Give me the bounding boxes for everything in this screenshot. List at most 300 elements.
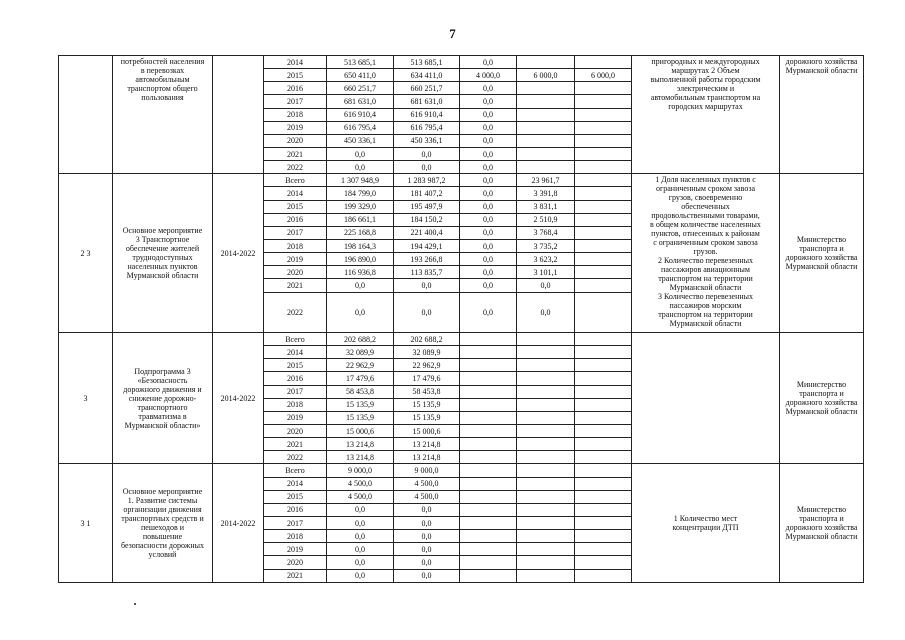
federal-budget-cell: [460, 187, 517, 200]
federal-budget-cell: [460, 516, 517, 529]
federal-budget-cell: [460, 161, 517, 174]
total-cell: [327, 556, 394, 569]
local-budget-cell-text: 3 101,1: [533, 267, 558, 277]
federal-budget-cell: [460, 200, 517, 213]
total-cell: [327, 292, 394, 332]
total-cell: [327, 516, 394, 529]
other-sources-cell: [575, 213, 632, 226]
section-title: [113, 332, 213, 463]
indicators-cell: [632, 56, 780, 174]
regional-budget-cell-text: 58 453,8: [412, 387, 441, 397]
regional-budget-cell: [394, 108, 460, 121]
year-cell: [264, 372, 327, 385]
executor-cell-text: Министерство транспорта и дорожного хозяйства Мурманской области: [785, 235, 858, 272]
local-budget-cell: [517, 147, 575, 160]
federal-budget-cell: [460, 385, 517, 398]
year-cell-text: 2015: [287, 202, 303, 212]
other-sources-cell: [575, 69, 632, 82]
section-code-text: 3 1: [80, 518, 91, 528]
federal-budget-cell-text: 4 000,0: [476, 70, 500, 80]
regional-budget-cell-text: 181 407,2: [410, 188, 443, 198]
total-cell-text: 22 962,9: [346, 360, 374, 370]
other-sources-cell: [575, 174, 632, 187]
year-cell-text: 2018: [287, 241, 303, 251]
regional-budget-cell-text: 15 000,6: [412, 426, 441, 436]
regional-budget-cell: [394, 490, 460, 503]
total-cell-text: 184 799,0: [344, 188, 376, 198]
federal-budget-cell: [460, 69, 517, 82]
local-budget-cell: [517, 451, 575, 464]
local-budget-cell-text: 6 000,0: [533, 70, 558, 80]
federal-budget-cell: [460, 424, 517, 437]
regional-budget-cell-text: 15 135,9: [412, 400, 441, 410]
local-budget-cell-text: 0,0: [540, 307, 551, 317]
regional-budget-cell-text: 194 429,1: [410, 241, 443, 251]
regional-budget-cell: [394, 82, 460, 95]
total-cell: [327, 530, 394, 543]
federal-budget-cell: [460, 292, 517, 332]
federal-budget-cell: [460, 411, 517, 424]
regional-budget-cell-text: 113 835,7: [410, 267, 443, 277]
year-cell-text: 2014: [287, 347, 303, 357]
regional-budget-cell: [394, 147, 460, 160]
year-cell-text: 2022: [287, 307, 303, 317]
section-title: [113, 174, 213, 333]
regional-budget-cell-text: 660 251,7: [410, 83, 443, 93]
federal-budget-cell: [460, 530, 517, 543]
year-cell: [264, 503, 327, 516]
total-cell-text: 1 307 948,9: [341, 175, 379, 185]
total-cell-text: 0,0: [355, 571, 365, 581]
year-cell-text: 2021: [287, 439, 303, 449]
total-cell: [327, 451, 394, 464]
total-cell-text: 196 890,0: [344, 254, 376, 264]
regional-budget-cell: [394, 134, 460, 147]
local-budget-cell: [517, 95, 575, 108]
federal-budget-cell: [460, 332, 517, 345]
total-cell: [327, 503, 394, 516]
indicators-cell: [632, 332, 780, 463]
year-cell: [264, 95, 327, 108]
other-sources-cell: [575, 200, 632, 213]
total-cell-text: 0,0: [355, 280, 365, 290]
regional-budget-cell-text: 681 631,0: [410, 96, 443, 106]
regional-budget-cell-text: 0,0: [421, 307, 432, 317]
year-cell: [264, 161, 327, 174]
year-cell-text: 2019: [287, 413, 303, 423]
regional-budget-cell: [394, 503, 460, 516]
federal-budget-cell-text: 0,0: [483, 254, 493, 264]
section-code: [59, 174, 113, 333]
local-budget-cell: [517, 556, 575, 569]
other-sources-cell: [575, 292, 632, 332]
local-budget-cell: [517, 56, 575, 69]
total-cell-text: 15 000,6: [346, 426, 374, 436]
regional-budget-cell: [394, 226, 460, 239]
other-sources-cell: [575, 346, 632, 359]
total-cell: [327, 359, 394, 372]
executor-cell: [780, 174, 864, 333]
local-budget-cell: [517, 543, 575, 556]
executor-cell-text: Министерство транспорта и дорожного хозяйства Мурманской области: [785, 380, 858, 417]
regional-budget-cell-text: 22 962,9: [412, 360, 441, 370]
regional-budget-cell-text: 195 497,9: [410, 202, 443, 212]
year-cell: [264, 147, 327, 160]
year-cell-text: 2020: [287, 267, 303, 277]
other-sources-cell: [575, 95, 632, 108]
executor-cell: [780, 464, 864, 583]
other-sources-cell: [575, 161, 632, 174]
scan-speck: [134, 603, 136, 605]
local-budget-cell: [517, 398, 575, 411]
local-budget-cell: [517, 332, 575, 345]
year-cell: [264, 411, 327, 424]
year-cell-text: 2014: [287, 57, 303, 67]
regional-budget-cell: [394, 239, 460, 252]
regional-budget-cell: [394, 516, 460, 529]
local-budget-cell-text: 3 768,4: [533, 228, 558, 238]
local-budget-cell: [517, 82, 575, 95]
regional-budget-cell-text: 0,0: [421, 571, 432, 581]
total-cell: [327, 490, 394, 503]
federal-budget-cell: [460, 503, 517, 516]
local-budget-cell: [517, 424, 575, 437]
regional-budget-cell: [394, 174, 460, 187]
federal-budget-cell-text: 0,0: [483, 136, 493, 146]
other-sources-cell: [575, 411, 632, 424]
total-cell-text: 116 936,8: [344, 267, 376, 277]
total-cell-text: 450 336,1: [344, 136, 376, 146]
section-period: [213, 332, 264, 463]
regional-budget-cell: [394, 253, 460, 266]
local-budget-cell: [517, 490, 575, 503]
local-budget-cell: [517, 438, 575, 451]
regional-budget-cell: [394, 359, 460, 372]
local-budget-cell: [517, 359, 575, 372]
local-budget-cell: [517, 346, 575, 359]
local-budget-cell-text: 2 510,9: [533, 215, 558, 225]
total-cell: [327, 398, 394, 411]
local-budget-cell-text: 3 831,1: [533, 202, 558, 212]
total-cell-text: 15 135,9: [346, 413, 374, 423]
year-cell: [264, 464, 327, 477]
local-budget-cell: [517, 266, 575, 279]
total-cell-text: 0,0: [355, 149, 365, 159]
year-cell-text: 2022: [287, 162, 303, 172]
table-row: [59, 332, 864, 345]
local-budget-cell-text: 23 961,7: [531, 175, 560, 185]
regional-budget-cell-text: 0,0: [421, 162, 432, 172]
federal-budget-cell-text: 0,0: [483, 175, 493, 185]
regional-budget-cell-text: 221 400,4: [410, 228, 443, 238]
regional-budget-cell-text: 0,0: [421, 518, 432, 528]
regional-budget-cell: [394, 372, 460, 385]
total-cell-text: 13 214,8: [346, 439, 374, 449]
regional-budget-cell: [394, 464, 460, 477]
other-sources-cell: [575, 516, 632, 529]
local-budget-cell-text: 3 623,2: [533, 254, 558, 264]
federal-budget-cell-text: 0,0: [483, 149, 493, 159]
other-sources-cell: [575, 108, 632, 121]
federal-budget-cell-text: 0,0: [483, 57, 493, 67]
federal-budget-cell-text: 0,0: [483, 228, 493, 238]
regional-budget-cell-text: 9 000,0: [414, 465, 439, 475]
total-cell-text: 0,0: [355, 544, 365, 554]
federal-budget-cell: [460, 226, 517, 239]
year-cell-text: 2017: [287, 96, 303, 106]
regional-budget-cell-text: 17 479,6: [412, 373, 441, 383]
federal-budget-cell: [460, 359, 517, 372]
total-cell: [327, 69, 394, 82]
federal-budget-cell-text: 0,0: [483, 267, 493, 277]
regional-budget-cell-text: 4 500,0: [414, 492, 439, 502]
local-budget-cell: [517, 134, 575, 147]
regional-budget-cell: [394, 187, 460, 200]
total-cell: [327, 424, 394, 437]
total-cell-text: 225 168,8: [344, 228, 376, 238]
year-cell: [264, 266, 327, 279]
year-cell-text: 2017: [287, 518, 303, 528]
local-budget-cell: [517, 200, 575, 213]
total-cell-text: 15 135,9: [346, 400, 374, 410]
federal-budget-cell: [460, 134, 517, 147]
year-cell-text: 2020: [287, 557, 303, 567]
local-budget-cell: [517, 411, 575, 424]
year-cell-text: 2021: [287, 280, 303, 290]
other-sources-cell: [575, 121, 632, 134]
regional-budget-cell: [394, 451, 460, 464]
total-cell-text: 513 685,1: [344, 57, 376, 67]
other-sources-cell: [575, 147, 632, 160]
regional-budget-cell: [394, 398, 460, 411]
local-budget-cell: [517, 187, 575, 200]
total-cell: [327, 569, 394, 582]
other-sources-cell: [575, 530, 632, 543]
federal-budget-cell: [460, 372, 517, 385]
other-sources-cell: [575, 543, 632, 556]
other-sources-cell: [575, 424, 632, 437]
year-cell: [264, 530, 327, 543]
regional-budget-cell: [394, 266, 460, 279]
regional-budget-cell-text: 13 214,8: [412, 452, 441, 462]
total-cell: [327, 187, 394, 200]
year-cell: [264, 451, 327, 464]
federal-budget-cell-text: 0,0: [483, 188, 493, 198]
regional-budget-cell-text: 0,0: [421, 531, 432, 541]
year-cell-text: 2021: [287, 149, 303, 159]
year-cell-text: Всего: [285, 465, 305, 475]
federal-budget-cell-text: 0,0: [483, 215, 493, 225]
other-sources-cell: [575, 332, 632, 345]
total-cell: [327, 174, 394, 187]
local-budget-cell: [517, 372, 575, 385]
regional-budget-cell-text: 0,0: [421, 280, 432, 290]
total-cell: [327, 161, 394, 174]
year-cell: [264, 226, 327, 239]
total-cell: [327, 82, 394, 95]
regional-budget-cell-text: 13 214,8: [412, 439, 441, 449]
section-title-text: потребностей населения в перевозках автомобильным транспортом общего пользования: [120, 57, 205, 102]
total-cell: [327, 108, 394, 121]
total-cell: [327, 147, 394, 160]
federal-budget-cell: [460, 279, 517, 292]
total-cell: [327, 121, 394, 134]
regional-budget-cell: [394, 424, 460, 437]
year-cell-text: 2019: [287, 544, 303, 554]
local-budget-cell-text: 3 391,8: [533, 188, 558, 198]
indicators-cell-text: 1 Доля населенных пунктов с ограниченным сроком завоза грузов, своевременно обеспеченных продовольственными товарами, в общем количестве населенных пунктов, отнесенных к районам с ограниченным сроком завоза грузов. 2 Количество перевезенных пассажиров авиационным транспортом на территории Мурманской области 3 Количество перевезенных пассажиров морским транспортом на территории Мурманской области: [650, 175, 761, 329]
executor-cell-text: Министерство транспорта и дорожного хозяйства Мурманской области: [785, 505, 858, 542]
federal-budget-cell: [460, 543, 517, 556]
regional-budget-cell: [394, 411, 460, 424]
federal-budget-cell: [460, 438, 517, 451]
local-budget-cell: [517, 279, 575, 292]
federal-budget-cell: [460, 108, 517, 121]
regional-budget-cell-text: 15 135,9: [412, 413, 441, 423]
other-sources-cell: [575, 226, 632, 239]
local-budget-cell: [517, 385, 575, 398]
year-cell-text: 2016: [287, 215, 303, 225]
total-cell: [327, 266, 394, 279]
regional-budget-cell-text: 202 688,2: [410, 334, 443, 344]
year-cell: [264, 385, 327, 398]
section-period-text: 2014-2022: [220, 248, 256, 258]
year-cell: [264, 279, 327, 292]
regional-budget-cell-text: 513 685,1: [410, 57, 443, 67]
page-number: 7: [449, 26, 456, 41]
regional-budget-cell: [394, 543, 460, 556]
section-code: [59, 332, 113, 463]
federal-budget-cell: [460, 346, 517, 359]
total-cell: [327, 464, 394, 477]
other-sources-cell: [575, 438, 632, 451]
regional-budget-cell-text: 4 500,0: [414, 479, 439, 489]
total-cell-text: 202 688,2: [344, 334, 376, 344]
regional-budget-cell: [394, 530, 460, 543]
year-cell: [264, 332, 327, 345]
year-cell: [264, 200, 327, 213]
other-sources-cell: [575, 490, 632, 503]
local-budget-cell: [517, 161, 575, 174]
federal-budget-cell: [460, 451, 517, 464]
year-cell-text: 2018: [287, 400, 303, 410]
total-cell-text: 650 411,0: [344, 70, 376, 80]
local-budget-cell: [517, 516, 575, 529]
year-cell: [264, 69, 327, 82]
federal-budget-cell: [460, 398, 517, 411]
local-budget-cell: [517, 464, 575, 477]
local-budget-cell-text: 3 735,2: [533, 241, 558, 251]
year-cell: [264, 121, 327, 134]
year-cell: [264, 187, 327, 200]
year-cell: [264, 82, 327, 95]
federal-budget-cell-text: 0,0: [483, 110, 493, 120]
total-cell-text: 681 631,0: [344, 96, 376, 106]
section-title-text: Основное мероприятие 1. Развитие системы организации движения транспортных средств и пешеходов и повышение безопасности дорожных условий: [121, 487, 204, 560]
local-budget-cell: [517, 69, 575, 82]
section-period: [213, 174, 264, 333]
local-budget-cell-text: 0,0: [540, 280, 551, 290]
year-cell: [264, 438, 327, 451]
total-cell-text: 58 453,8: [346, 387, 374, 397]
section-period: [213, 464, 264, 583]
year-cell: [264, 359, 327, 372]
total-cell-text: 4 500,0: [348, 479, 372, 489]
federal-budget-cell-text: 0,0: [483, 123, 493, 133]
year-cell-text: Всего: [285, 175, 305, 185]
year-cell-text: 2014: [287, 188, 303, 198]
total-cell: [327, 543, 394, 556]
regional-budget-cell: [394, 477, 460, 490]
total-cell: [327, 385, 394, 398]
year-cell-text: 2015: [287, 492, 303, 502]
year-cell: [264, 569, 327, 582]
year-cell-text: 2014: [287, 479, 303, 489]
other-sources-cell-text: 6 000,0: [591, 70, 615, 80]
regional-budget-cell-text: 0,0: [421, 505, 432, 515]
federal-budget-cell: [460, 569, 517, 582]
total-cell: [327, 200, 394, 213]
total-cell: [327, 411, 394, 424]
federal-budget-cell: [460, 253, 517, 266]
regional-budget-cell-text: 0,0: [421, 544, 432, 554]
year-cell: [264, 424, 327, 437]
local-budget-cell: [517, 239, 575, 252]
section-title: [113, 56, 213, 174]
year-cell: [264, 292, 327, 332]
section-period: [213, 56, 264, 174]
section-period-text: 2014-2022: [220, 393, 256, 403]
local-budget-cell: [517, 530, 575, 543]
total-cell-text: 186 661,1: [344, 215, 376, 225]
section-code-text: 3: [83, 393, 88, 403]
indicators-cell: [632, 174, 780, 333]
federal-budget-cell-text: 0,0: [483, 83, 493, 93]
year-cell: [264, 213, 327, 226]
local-budget-cell: [517, 253, 575, 266]
total-cell-text: 0,0: [355, 531, 365, 541]
total-cell-text: 9 000,0: [348, 465, 372, 475]
federal-budget-cell: [460, 239, 517, 252]
year-cell-text: 2017: [287, 228, 303, 238]
year-cell-text: 2018: [287, 110, 303, 120]
year-cell: [264, 490, 327, 503]
regional-budget-cell: [394, 161, 460, 174]
regional-budget-cell: [394, 346, 460, 359]
federal-budget-cell: [460, 121, 517, 134]
year-cell: [264, 398, 327, 411]
regional-budget-cell: [394, 292, 460, 332]
year-cell: [264, 253, 327, 266]
total-cell: [327, 346, 394, 359]
section-code: [59, 464, 113, 583]
year-cell: [264, 516, 327, 529]
other-sources-cell: [575, 359, 632, 372]
regional-budget-cell-text: 184 150,2: [410, 215, 443, 225]
federal-budget-cell-text: 0,0: [483, 241, 493, 251]
year-cell-text: 2017: [287, 387, 303, 397]
year-cell: [264, 108, 327, 121]
total-cell: [327, 477, 394, 490]
other-sources-cell: [575, 56, 632, 69]
federal-budget-cell: [460, 213, 517, 226]
regional-budget-cell: [394, 556, 460, 569]
program-table: [58, 55, 864, 583]
federal-budget-cell: [460, 82, 517, 95]
total-cell: [327, 239, 394, 252]
year-cell-text: 2022: [287, 452, 303, 462]
other-sources-cell: [575, 239, 632, 252]
